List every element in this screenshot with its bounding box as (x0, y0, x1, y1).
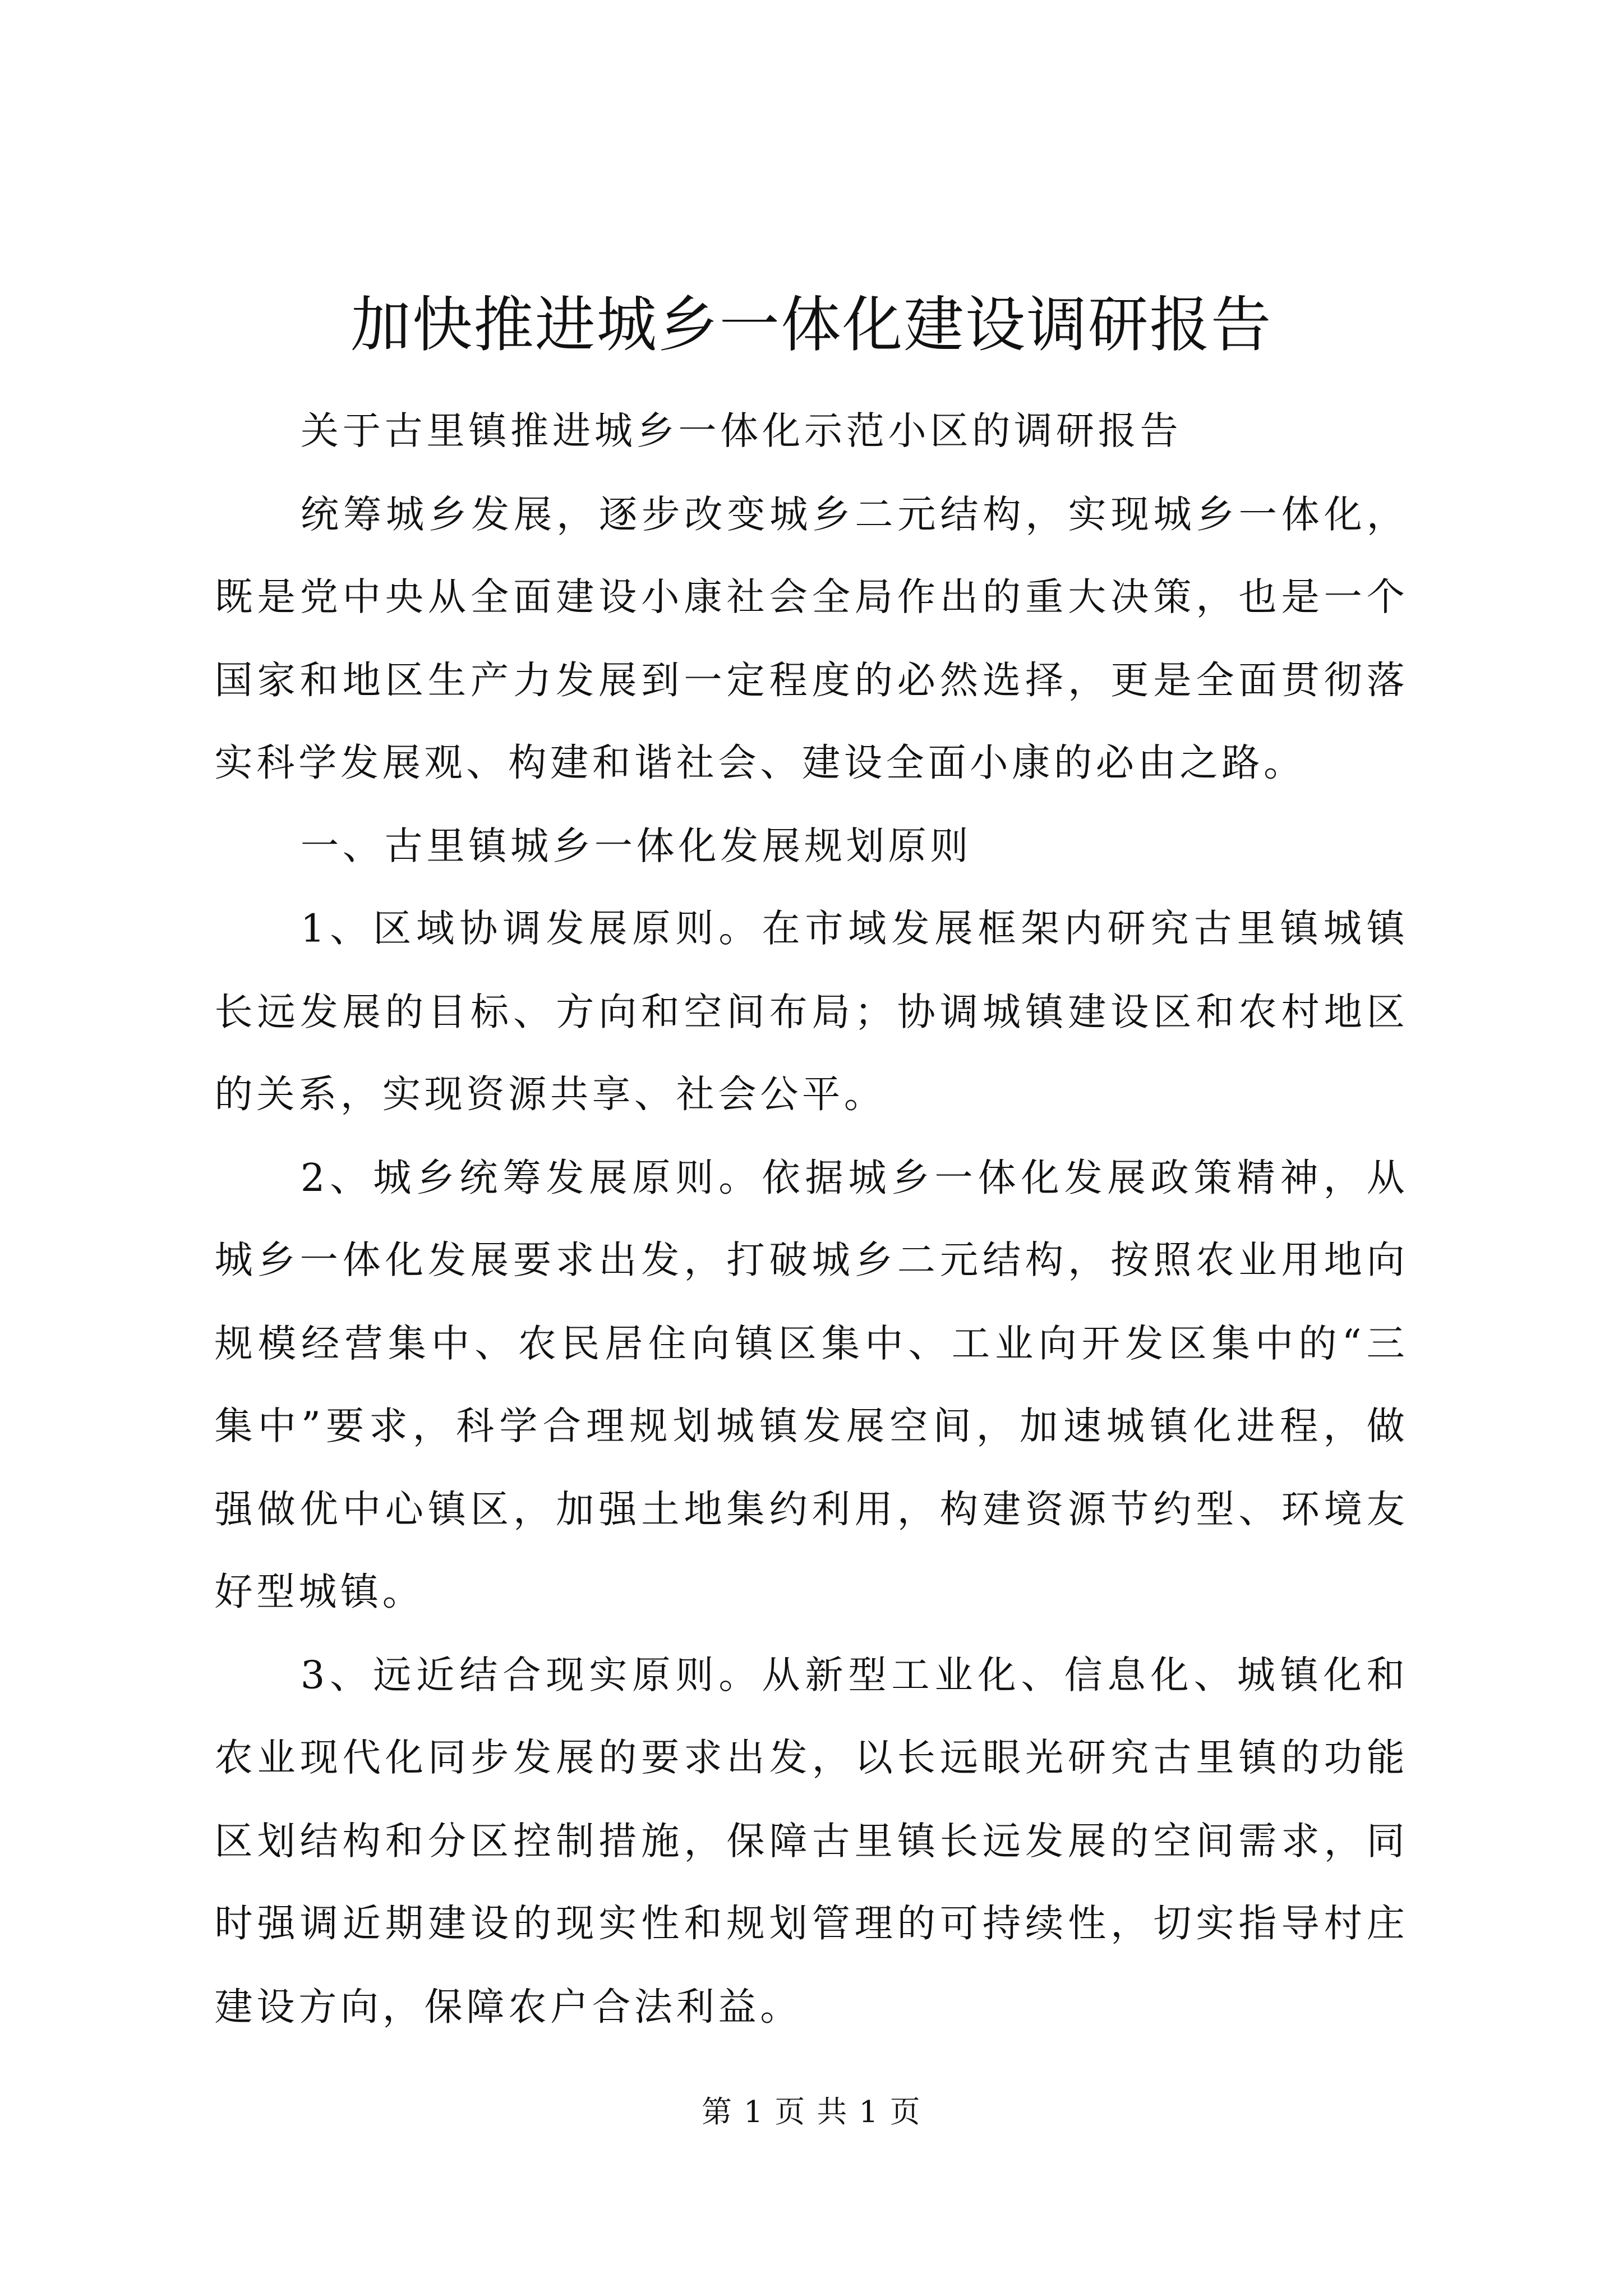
principle-paragraph-1: 1、区域协调发展原则。在市域发展框架内研究古里镇城镇长远发展的目标、方向和空间布局；协调城镇建设区和农村地区的关系，实现资源共享、社会公平。 (214, 905, 1409, 1117)
page-number-footer: 第 1 页 共 1 页 (702, 2095, 921, 2131)
principle-paragraph-3: 3、远近结合现实原则。从新型工业化、信息化、城镇化和农业现代化同步发展的要求出发，以长远眼光研究古里镇的功能区划结构和分区控制措施，保障古里镇长远发展的空间需求，同时强调近期建设的现实性和规划管理的可持续性，切实指导村庄建设方向，保障农户合法利益。 (214, 1651, 1409, 2029)
subtitle-paragraph: 关于古里镇推进城乡一体化示范小区的调研报告 (300, 408, 1182, 454)
document-body (214, 390, 1408, 2048)
principle-paragraph-2: 2、城乡统筹发展原则。依据城乡一体化发展政策精神，从城乡一体化发展要求出发，打破城乡二元结构，按照农业用地向规模经营集中、农民居住向镇区集中、工业向开发区集中的“三集中”要求，科学合理规划城镇发展空间，加速城镇化进程，做强做优中心镇区，加强土地集约利用，构建资源节约型、环境友好型城镇。 (214, 1154, 1409, 1614)
intro-paragraph: 统筹城乡发展，逐步改变城乡二元结构，实现城乡一体化，既是党中央从全面建设小康社会全局作出的重大决策，也是一个国家和地区生产力发展到一定程度的必然选择，更是全面贯彻落实科学发展观、构建和谐社会、建设全面小康的必由之路。 (214, 491, 1409, 785)
document-title: 加快推进城乡一体化建设调研报告 (351, 291, 1272, 361)
section-heading: 一、古里镇城乡一体化发展规划原则 (300, 822, 972, 868)
